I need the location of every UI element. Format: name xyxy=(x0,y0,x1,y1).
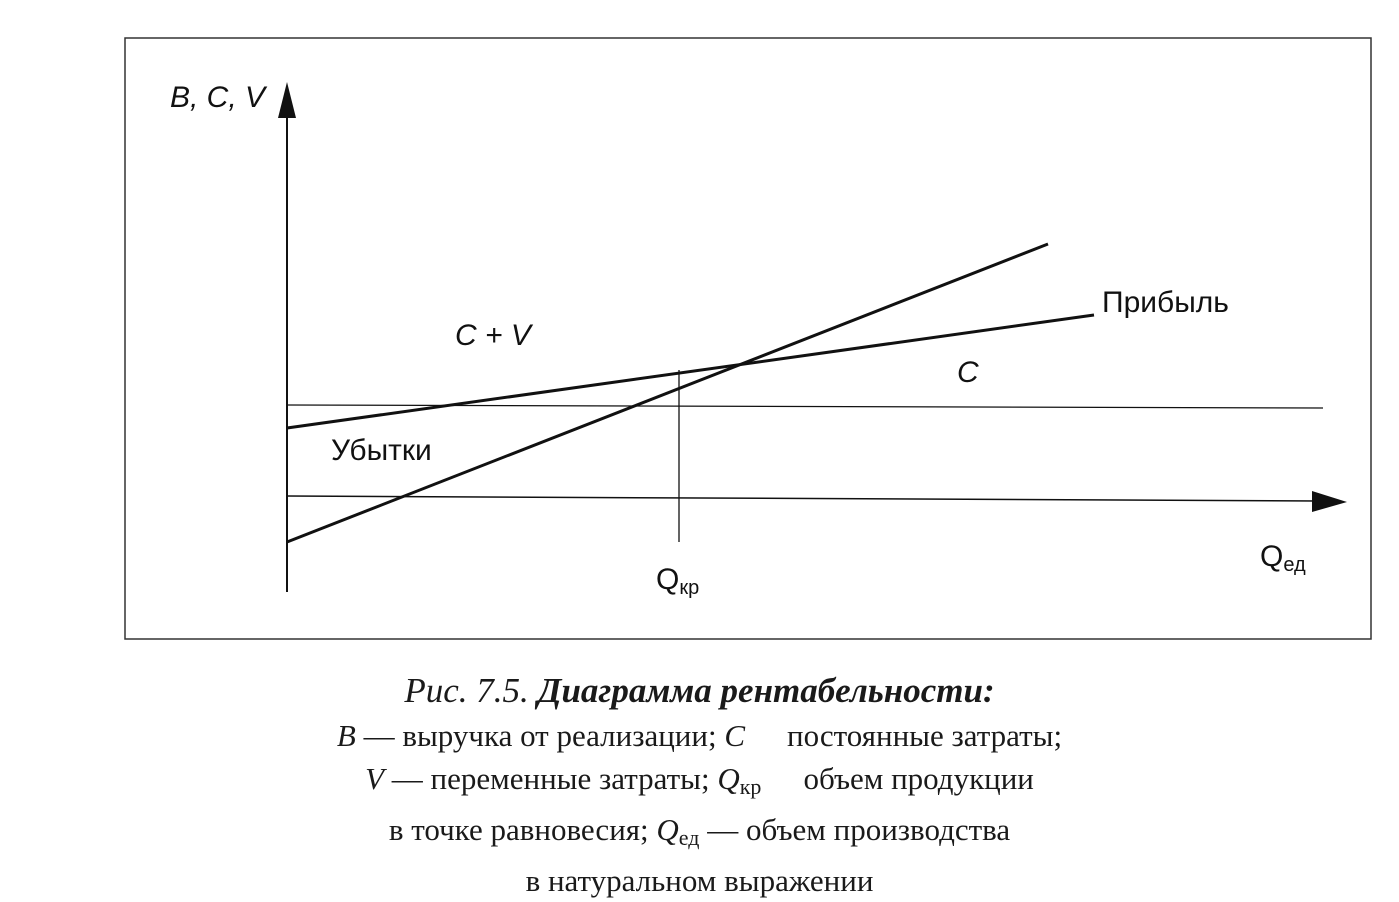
equilibrium-text: в точке равновесия; xyxy=(388,812,657,847)
x-axis xyxy=(287,496,1318,501)
x-axis-label xyxy=(1260,540,1306,576)
symbol-c: C xyxy=(724,718,746,753)
loss-label: Убытки xyxy=(331,434,432,467)
caption-line-2 xyxy=(0,757,1399,808)
caption-title-line xyxy=(0,668,1399,714)
revenue-desc: — выручка от реализации; xyxy=(355,718,725,753)
y-axis-label: B, C, V xyxy=(170,81,266,114)
profit-label: Прибыль xyxy=(1102,286,1229,319)
cv-label: C + V xyxy=(455,319,531,352)
diagram-frame xyxy=(125,38,1371,639)
symbol-qkr: Q xyxy=(717,761,740,796)
fixed-costs-label: C xyxy=(957,356,979,389)
critical-volume-sub: кр xyxy=(679,577,700,599)
y-axis-arrow xyxy=(278,82,296,118)
natural-terms-text: в натуральном выражении xyxy=(525,863,874,898)
critical-volume-main: Q xyxy=(656,563,680,596)
symbol-qed: Q xyxy=(656,812,679,847)
caption-line-1 xyxy=(0,714,1399,757)
x-axis-label-sub: ед xyxy=(1283,554,1306,576)
fixed-costs-desc: постоянные затраты; xyxy=(787,718,1063,753)
symbol-b: B xyxy=(336,718,356,753)
qed-desc: — объем производства xyxy=(699,812,1011,847)
x-axis-arrow xyxy=(1312,491,1347,512)
figure-title: Диаграмма рентабельности xyxy=(537,671,983,710)
critical-volume-label xyxy=(656,563,699,599)
figure-caption xyxy=(0,668,1399,902)
figure-number: Рис. 7.5. xyxy=(404,671,529,710)
caption-line-3 xyxy=(0,808,1399,859)
qkr-desc: объем продукции xyxy=(803,761,1034,796)
caption-line-4 xyxy=(0,859,1399,902)
title-colon: : xyxy=(982,671,995,710)
symbol-v: V xyxy=(365,761,385,796)
symbol-qkr-sub: кр xyxy=(739,774,762,799)
variable-costs-desc: — переменные затраты; xyxy=(384,761,718,796)
symbol-qed-sub: ед xyxy=(678,825,700,850)
x-axis-label-main: Q xyxy=(1260,540,1284,573)
